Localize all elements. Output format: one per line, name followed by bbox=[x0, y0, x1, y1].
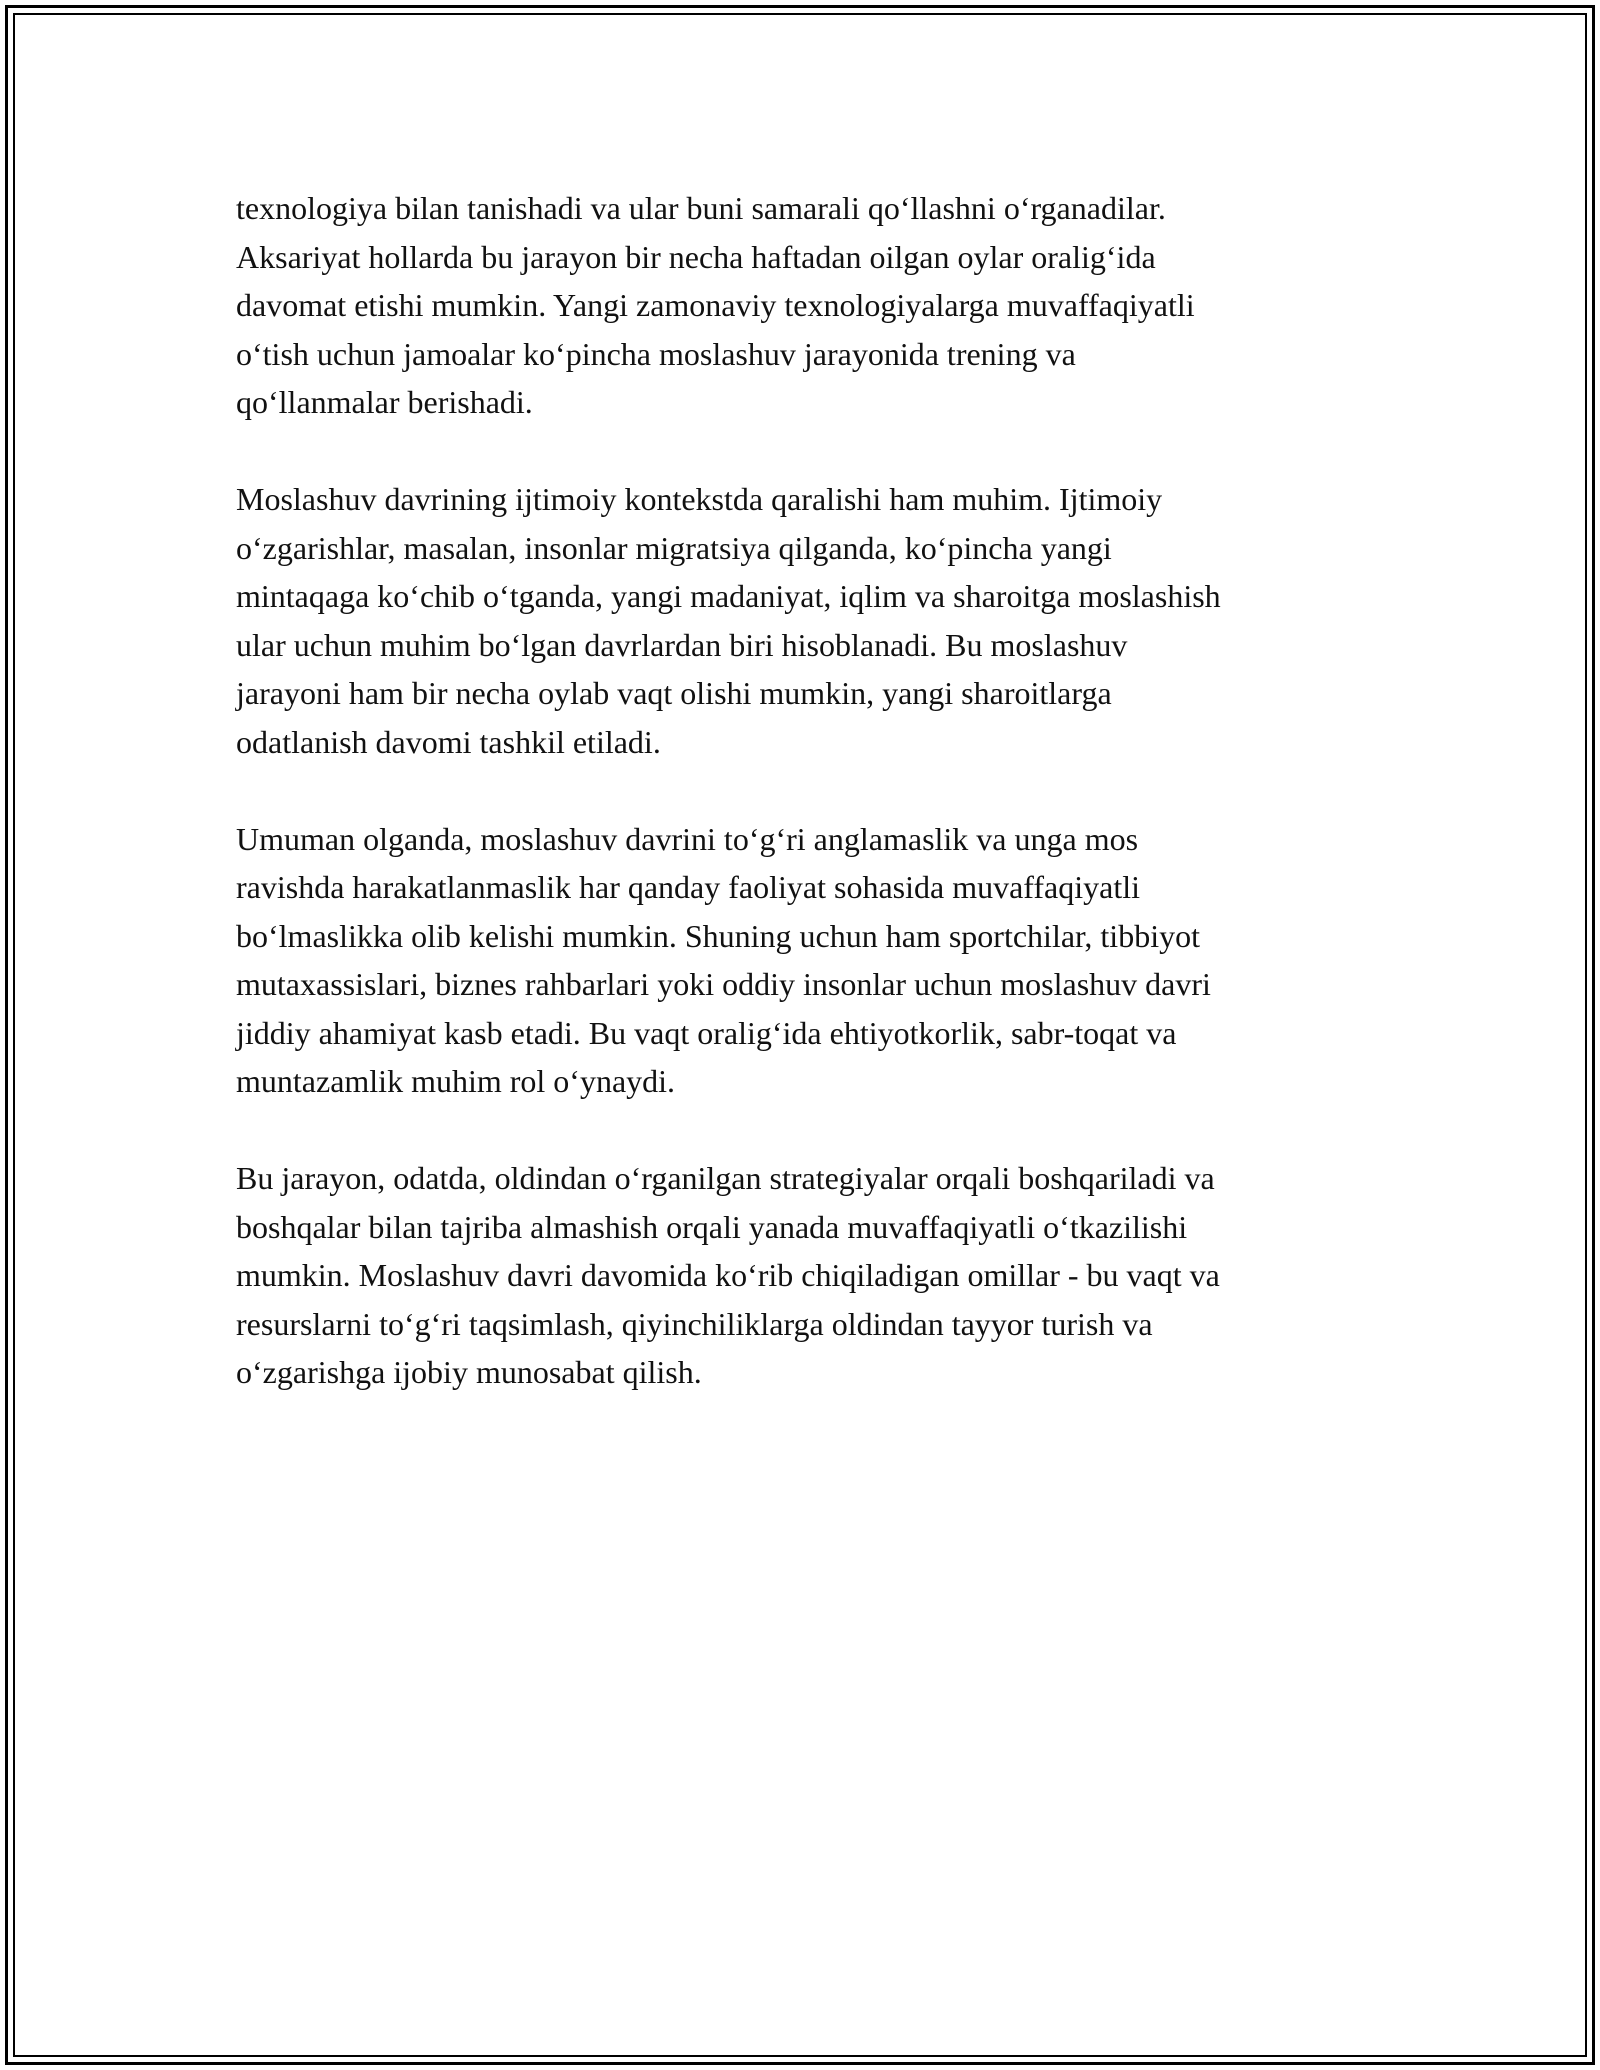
paragraph-4: Bu jarayon, odatda, oldindan o‘rganilgan strategiyalar orqali boshqariladi va boshqalar bilan tajriba almashish orqali yanada muvaffaqiyatli o‘tkazilishi mumkin. Moslashuv davri davomida ko‘rib chiqiladigan omillar - bu vaqt va resurslarni to‘g‘ri taqsimlash, qiyinchiliklarga oldindan tayyor turish va o‘zgarishga ijobiy munosabat qilish. bbox=[236, 1160, 1220, 1390]
paragraph-1: texnologiya bilan tanishadi va ular buni samarali qo‘llashni o‘rganadilar. Aksariyat hollarda bu jarayon bir necha haftadan oilgan oylar oralig‘ida davomat etishi mumkin. Yangi zamonaviy texnologiyalarga muvaffaqiyatli o‘tish uchun jamoalar ko‘pincha moslashuv jarayonida trening va qo‘llanmalar berishadi. bbox=[236, 190, 1195, 420]
paragraph-3: Umuman olganda, moslashuv davrini to‘g‘ri anglamaslik va unga mos ravishda harakatlanmaslik har qanday faoliyat sohasida muvaffaqiyatli bo‘lmaslikka olib kelishi mumkin. Shuning uchun ham sportchilar, tibbiyot mutaxassislari, biznes rahbarlari yoki oddiy insonlar uchun moslashuv davri jiddiy ahamiyat kasb etadi. Bu vaqt oralig‘ida ehtiyotkorlik, sabr-toqat va muntazamlik muhim rol o‘ynaydi. bbox=[236, 820, 1211, 1099]
document-body bbox=[236, 184, 1376, 1445]
paragraph-2: Moslashuv davrining ijtimoiy kontekstda qaralishi ham muhim. Ijtimoiy o‘zgarishlar, masalan, insonlar migratsiya qilganda, ko‘pincha yangi mintaqaga ko‘chib o‘tganda, yangi madaniyat, iqlim va sharoitga moslashish ular uchun muhim bo‘lgan davrlardan biri hisoblanadi. Bu moslashuv jarayoni ham bir necha oylab vaqt olishi mumkin, yangi sharoitlarga odatlanish davomi tashkil etiladi. bbox=[236, 481, 1221, 760]
